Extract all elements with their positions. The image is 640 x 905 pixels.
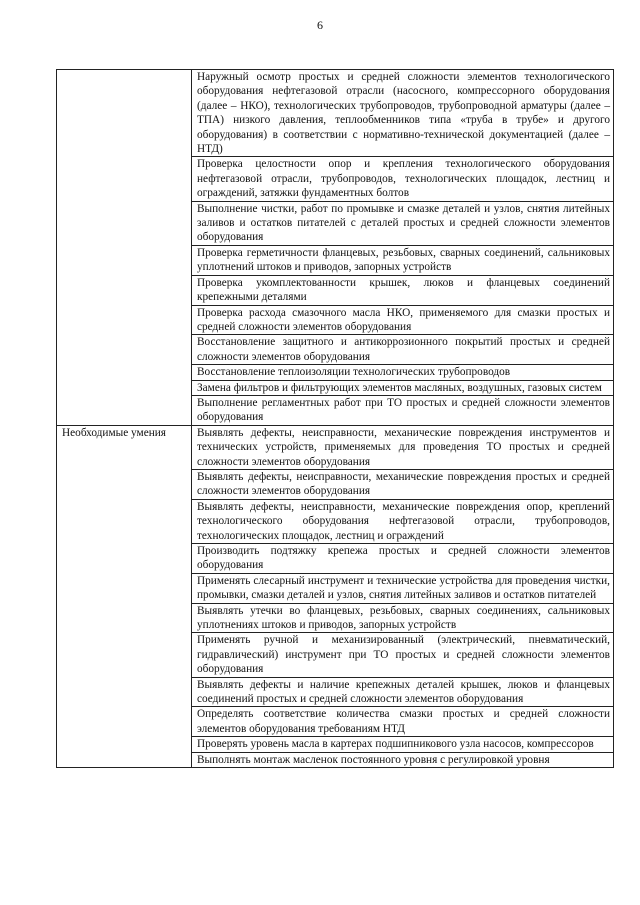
page-number: 6 <box>317 18 323 32</box>
table-row <box>57 425 614 469</box>
table-cell-item: Выявлять дефекты, неисправности, механические повреждения простых и средней сложности элементов оборудования <box>192 469 614 499</box>
table-cell-item: Восстановление защитного и антикоррозионного покрытий простых и средней сложности элементов оборудования <box>192 335 614 365</box>
section-label-cell <box>57 70 192 426</box>
table-cell-item: Проверять уровень масла в картерах подшипникового узла насосов, компрессоров <box>192 737 614 752</box>
table-row <box>57 70 614 157</box>
competency-table <box>56 69 614 768</box>
table-cell-item: Выполнение чистки, работ по промывке и смазке деталей и узлов, снятия литейных заливов и остатков питателей с деталей простых и средней сложности элементов оборудования <box>192 201 614 245</box>
table-cell-item: Проверка расхода смазочного масла НКО, применяемого для смазки простых и средней сложности элементов оборудования <box>192 305 614 335</box>
table-cell-item: Выявлять утечки во фланцевых, резьбовых, сварных соединениях, сальниковых уплотнениях штоков и приводов, запорных устройств <box>192 603 614 633</box>
table-cell-item: Проверка укомплектованности крышек, люков и фланцевых соединений крепежными деталями <box>192 275 614 305</box>
table-cell-item: Замена фильтров и фильтрующих элементов масляных, воздушных, газовых систем <box>192 380 614 395</box>
table-cell-item: Выявлять дефекты и наличие крепежных деталей крышек, люков и фланцевых соединений простых и средней сложности элементов оборудования <box>192 677 614 707</box>
table-cell-item: Производить подтяжку крепежа простых и средней сложности элементов оборудования <box>192 544 614 574</box>
table-cell-item: Восстановление теплоизоляции технологических трубопроводов <box>192 365 614 380</box>
table-cell-item: Наружный осмотр простых и средней сложности элементов технологического оборудования нефтегазовой отрасли (насосного, компрессорного оборудования (далее – НКО), технологических трубопроводов, трубопроводной арматуры (далее – ТПА) низкого давления, теплообменников типа «труба в трубе» и другого оборудования) в соответствии с нормативно-технической документацией (далее – НТД) <box>192 70 614 157</box>
table-cell-item: Проверка целостности опор и крепления технологического оборудования нефтегазовой отрасли, трубопроводов, технологических площадок, лестниц и ограждений, затяжки фундаментных болтов <box>192 157 614 201</box>
table-cell-item: Проверка герметичности фланцевых, резьбовых, сварных соединений, сальниковых уплотнений штоков и приводов, запорных устройств <box>192 245 614 275</box>
table-cell-item: Определять соответствие количества смазки простых и средней сложности элементов оборудования требованиям НТД <box>192 707 614 737</box>
table-cell-item: Применять слесарный инструмент и технические устройства для проведения чистки, промывки, смазки деталей и узлов, снятия литейных заливов и остатков питателей <box>192 573 614 603</box>
table-cell-item: Выявлять дефекты, неисправности, механические повреждения инструментов и технических устройств, применяемых для проведения ТО простых и средней сложности элементов оборудования <box>192 425 614 469</box>
table-cell-item: Выполнение регламентных работ при ТО простых и средней сложности элементов оборудования <box>192 395 614 425</box>
table-cell-item: Применять ручной и механизированный (электрический, пневматический, гидравлический) инструмент при ТО простых и средней сложности элементов оборудования <box>192 633 614 677</box>
section-label-cell <box>57 425 192 767</box>
table-cell-item: Выявлять дефекты, неисправности, механические повреждения опор, креплений технологического оборудования нефтегазовой отрасли, трубопроводов, технологических площадок, лестниц и ограждений <box>192 499 614 543</box>
section-label: Необходимые умения <box>62 426 166 439</box>
table-cell-item: Выполнять монтаж масленок постоянного уровня с регулировкой уровня <box>192 752 614 767</box>
